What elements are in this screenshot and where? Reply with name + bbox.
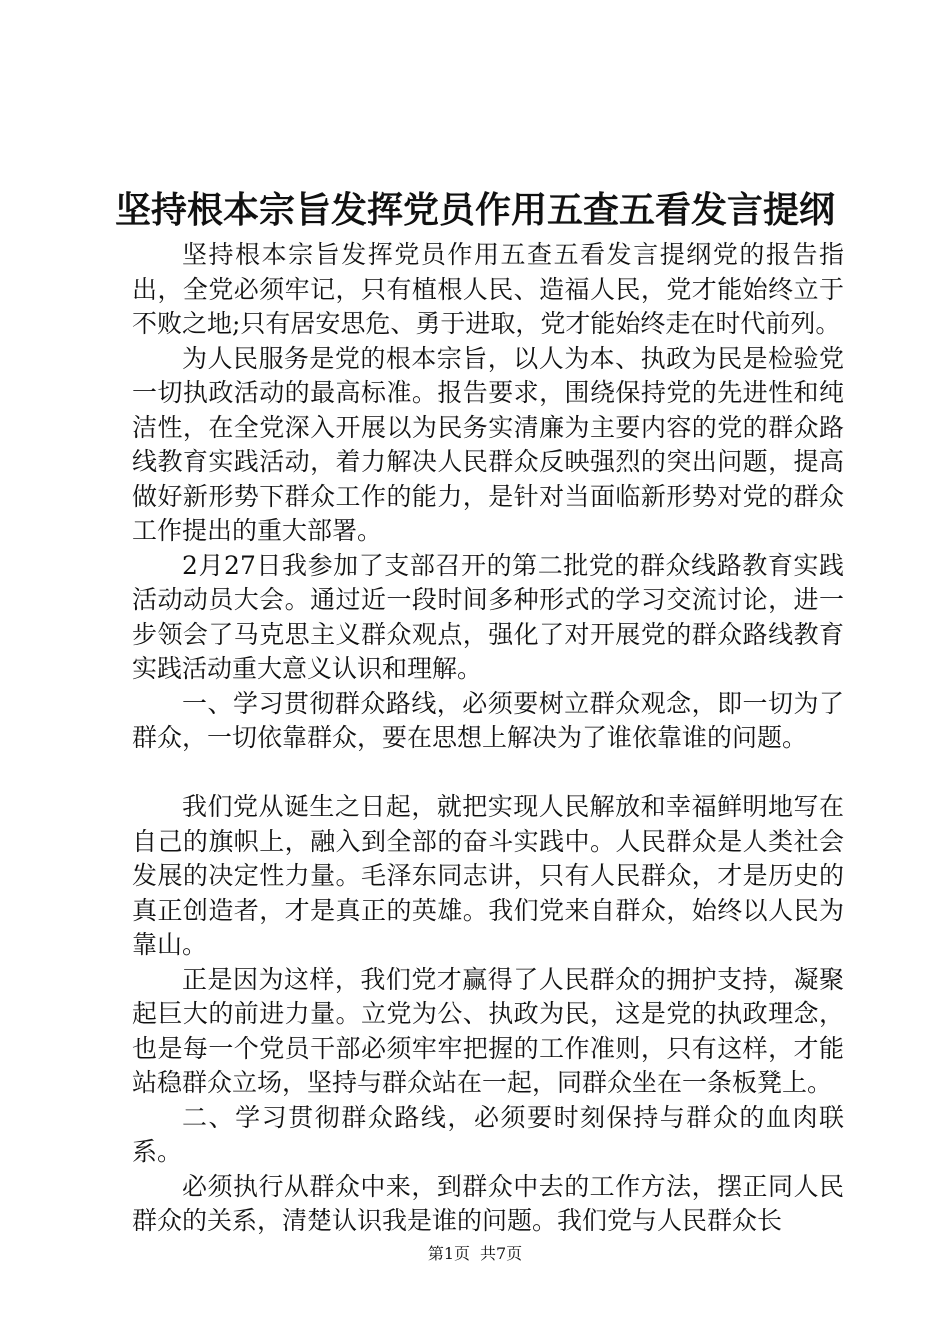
paragraph-2: 为人民服务是党的根本宗旨，以人为本、执政为民是检验党一切执政活动的最高标准。报告要求，围绕保持党的先进性和纯洁性，在全党深入开展以为民务实清廉为主要内容的党的群众路线教育实践活动，着力解决人民群众反映强烈的突出问题，提高做好新形势下群众工作的能力，是针对当面临新形势对党的群众工作提出的重大部署。 [132,343,844,545]
section-heading-2: 二、学习贯彻群众路线，必须要时刻保持与群众的血肉联系。 [132,1102,844,1166]
document-title: 坚持根本宗旨发挥党员作用五查五看发言提纲 [114,189,835,231]
page-footer [0,1244,950,1264]
paragraph-5: 正是因为这样，我们党才赢得了人民群众的拥护支持，凝聚起巨大的前进力量。立党为公、执政为民，这是党的执政理念，也是每一个党员干部必须牢牢把握的工作准则，只有这样，才能站稳群众立场，坚持与群众站在一起，同群众坐在一条板凳上。 [132,964,844,1097]
paragraph-3: 2月27日我参加了支部召开的第二批党的群众线路教育实践活动动员大会。通过近一段时间多种形式的学习交流讨论，进一步领会了马克思主义群众观点，强化了对开展党的群众路线教育实践活动重大意义认识和理解。 [132,550,844,683]
section-heading-1: 一、学习贯彻群众路线，必须要树立群众观念，即一切为了群众，一切依靠群众，要在思想上解决为了谁依靠谁的问题。 [132,688,844,752]
page-total: 共7页 [480,1244,523,1263]
paragraph-spacer [132,756,844,791]
paragraph-4: 我们党从诞生之日起，就把实现人民解放和幸福鲜明地写在自己的旗帜上，融入到全部的奋斗实践中。人民群众是人类社会发展的决定性力量。毛泽东同志讲，只有人民群众，才是历史的真正创造者，才是真正的英雄。我们党来自群众，始终以人民为靠山。 [132,792,844,959]
document-body [132,238,844,1239]
page-number: 第1页 [427,1244,470,1263]
paragraph-6: 必须执行从群众中来，到群众中去的工作方法，摆正同人民群众的关系，清楚认识我是谁的问题。我们党与人民群众长 [132,1171,844,1235]
paragraph-1: 坚持根本宗旨发挥党员作用五查五看发言提纲党的报告指出，全党必须牢记，只有植根人民、造福人民，党才能始终立于不败之地;只有居安思危、勇于进取，党才能始终走在时代前列。 [132,240,844,338]
